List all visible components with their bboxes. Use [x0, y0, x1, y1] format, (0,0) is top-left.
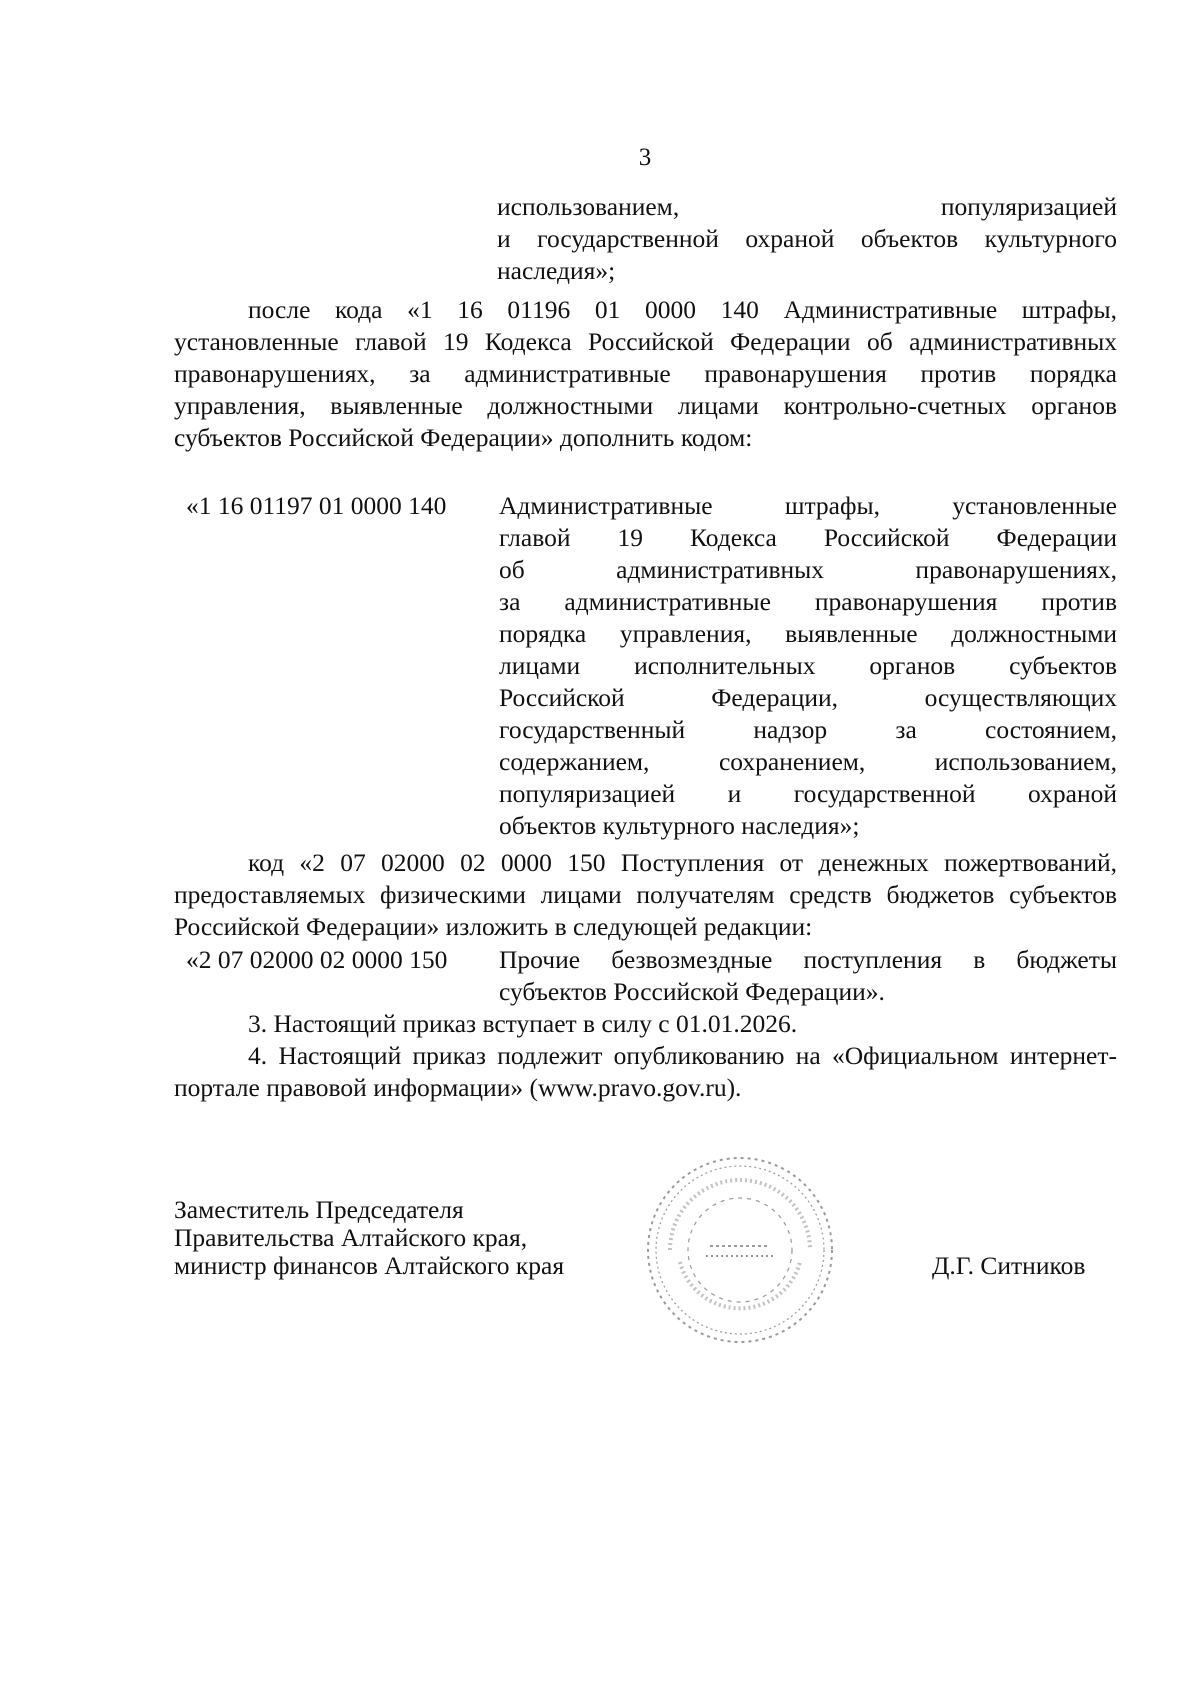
text-line: Российской Федерации, осуществляющих [499, 683, 1117, 712]
text-line: Административные штрафы, установленные [499, 491, 1117, 520]
text-line: популяризацией и государственной охраной [499, 779, 1117, 808]
text-line: Прочие безвозмездные поступления в бюджеты [499, 945, 1117, 974]
text-line: за административные правонарушения против [499, 587, 1117, 616]
signatory-title [174, 1196, 564, 1280]
text-line: содержанием, сохранением, использованием, [499, 747, 1117, 776]
signatory-line: Правительства Алтайского края, [174, 1223, 528, 1252]
text-line: главой 19 Кодекса Российской Федерации [499, 523, 1117, 552]
paragraph-4: 4. Настоящий приказ подлежит опубликованию на «Официальном интернет-портале правовой информации» (www.pravo.gov.ru). [174, 1041, 1117, 1102]
text-line: субъектов Российской Федерации». [499, 977, 885, 1006]
text-line: об административных правонарушениях, [499, 555, 1117, 584]
continued-description [497, 191, 1117, 287]
text-line: использованием, популяризацией [497, 192, 1117, 221]
text-line: лицами исполнительных органов субъектов [499, 651, 1117, 680]
budget-code: «1 16 01197 01 0000 140 [186, 491, 447, 520]
code-description [499, 944, 1117, 1008]
signatory-name: Д.Г. Ситников [932, 1251, 1086, 1280]
signatory-line: министр финансов Алтайского края [174, 1251, 565, 1280]
code-description [499, 490, 1117, 842]
signatory-line: Заместитель Председателя [174, 1195, 464, 1224]
page-number: 3 [638, 144, 652, 171]
paragraph-code-replace: код «2 07 02000 02 0000 150 Поступления от денежных пожертвований, предоставляемых физическими лицами получателям средств бюджетов субъектов Российской Федерации» изложить в следующей редакции: [174, 848, 1117, 941]
text-line: и государственной охраной объектов культурного [497, 224, 1117, 253]
official-seal-icon [640, 1150, 840, 1350]
budget-code: «2 07 02000 02 0000 150 [186, 945, 448, 974]
paragraph-3: 3. Настоящий приказ вступает в силу с 01.01.2026. [248, 1009, 798, 1038]
text-line: порядка управления, выявленные должностными [499, 619, 1117, 648]
text-line: государственный надзор за состоянием, [499, 715, 1117, 744]
paragraph-after-code: после кода «1 16 01196 01 0000 140 Административные штрафы, установленные главой 19 Кодекса Российской Федерации об административных правонарушениях, за административные правонарушения против порядка управления, выявленные должностными лицами контрольно-счетных органов субъектов Российской Федерации» дополнить кодом: [174, 295, 1117, 452]
text-line: наследия»; [497, 256, 616, 285]
text-line: объектов культурного наследия»; [499, 811, 860, 840]
